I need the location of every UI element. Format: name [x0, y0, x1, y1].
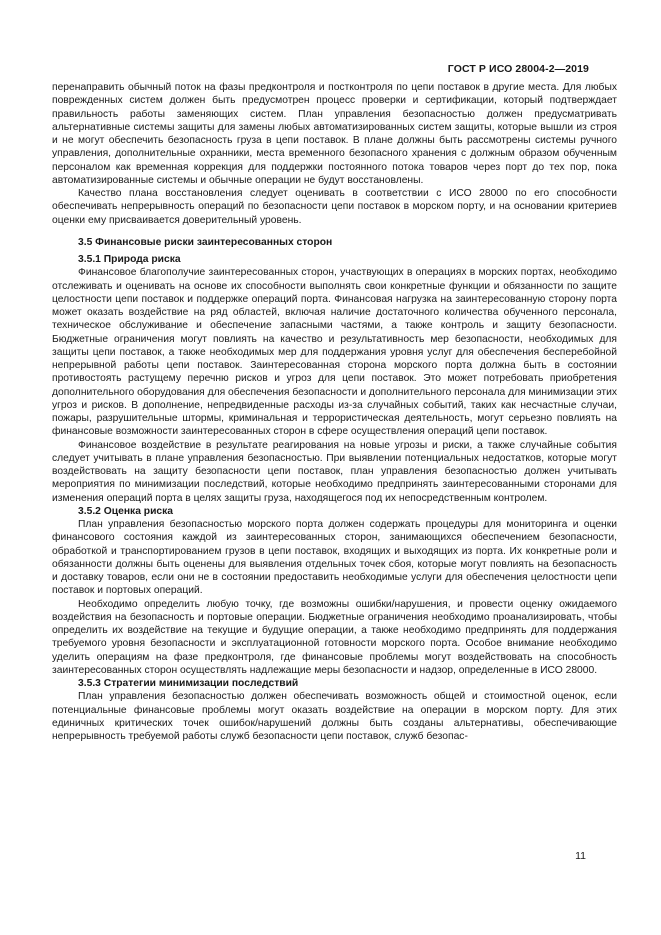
- paragraph-continuation: перенаправить обычный поток на фазы предконтроля и постконтроля по цепи поставок в другие места. Для любых поврежденных систем должен быть предусмотрен процесс проверки и сертификации, который подтверждает правильность работы заменяющих систем. План управления безопасностью должен предусматривать альтернативные системы защиты для замены любых автоматизированных систем защиты, которые вышли из строя и не могут обеспечить безопасность груза в цепи поставок. В плане должны быть рассмотрены системы ручного управления, дополнительные охранники, места временного безопасного хранения с должным образом обученным персоналом как временная коррекция для поддержки постоянного потока товаров через порт до тех пор, пока автоматизированные системы и обычные операции не будут восстановлены.: [52, 82, 617, 186]
- section-heading-3-5: 3.5 Финансовые риски заинтересованных сторон: [78, 236, 333, 248]
- paragraph: План управления безопасностью должен обеспечивать возможность общей и стоимостной оценок, если потенциальные финансовые проблемы могут оказать воздействие на операции в морском порту. Для этих единичных критических точек ошибок/нарушений должны быть созданы альтернативы, обеспечивающие непрерывность требуемой работы служб безопасности цепи поставок, служб безопас-: [52, 691, 617, 742]
- section-spacer: [52, 227, 617, 236]
- paragraph: Качество плана восстановления следует оценивать в соответствии с ИСО 28000 по его способности обеспечивать непрерывность операций по безопасности цепи поставок в морском порту, и на основании критериев оценки ему присваивается доверительный уровень.: [52, 188, 617, 226]
- document-body: [52, 81, 617, 743]
- document-code-header: ГОСТ Р ИСО 28004-2—2019: [447, 63, 589, 75]
- paragraph: Необходимо определить любую точку, где возможны ошибки/нарушения, и провести оценку ожидаемого воздействия на безопасность и портовые операции. Бюджетные ограничения необходимо проанализировать, чтобы определить их воздействие на текущие и будущие операции, а также необходимо предпринять для поддержания требуемого уровня безопасности и эксплуатационной готовности морского порта. Особое внимание необходимо уделить операциям на фазе предконтроля, где финансовые проблемы могут воздействовать на способность заинтересованных сторон осуществлять надлежащие меры безопасности и надзор, определенные в ИСО 28000.: [52, 598, 617, 676]
- subsection-heading-3-5-3: 3.5.3 Стратегии минимизации последствий: [78, 678, 299, 689]
- paragraph: Финансовое благополучие заинтересованных сторон, участвующих в операциях в морских портах, необходимо отслеживать и оценивать на основе их способности выполнять свои конкретные функции и обязанности по защите целостности цепи поставок и поддержке операций порта. Финансовая нагрузка на заинтересованную сторону порта может оказать воздействие на ряд областей, включая наличие достаточного количества обученного персонала, техническое обслуживание и обеспечение запасными частями, а также контроль и защиту безопасности. Бюджетные ограничения могут повлиять на качество и результативность мер безопасности, необходимых для защиты цепи поставок, а также необходимых мер для поддержания уровня услуг для обеспечения бесперебойной непрерывной работы цепи поставок. Заинтересованная сторона морского порта должна быть в состоянии противостоять растущему перечню рисков и угроз для цепи поставок. Это может потребовать приобретения дополнительного оборудования для обеспечения безопасности и дополнительного персонала для минимизации этих угроз и рисков. В дополнение, непредвиденные расходы из-за случайных событий, таких как несчастные случаи, пожары, разрушительные штормы, криминальная и террористическая деятельность, могут серьезно повлиять на финансовые возможности заинтересованных сторон в сфере осуществления операций цепи поставок.: [52, 267, 618, 438]
- subsection-heading-3-5-2: 3.5.2 Оценка риска: [78, 505, 174, 517]
- paragraph: План управления безопасностью морского порта должен содержать процедуры для мониторинга и оценки финансового состояния каждой из заинтересованных сторон, занимающихся обеспечением безопасности, обработкой и транспортированием грузов в цепи поставок, входящих и выходящих из порта. Их конкретные роли и обязанности должны быть оценены для выявления отдельных точек сбоя, которые могут повлиять на безопасность и доставку товаров, если они не в состоянии предоставить необходимые услуги для обеспечения целостности цепи поставок и портовых операций.: [52, 519, 617, 597]
- page-number: 11: [575, 850, 586, 862]
- paragraph: Финансовое воздействие в результате реагирования на новые угрозы и риски, а также случайные события следует учитывать в плане управления безопасностью. При выявлении потенциальных недостатков, которые могут воздействовать на защиту безопасности цепи поставок, план управления безопасностью должен учитывать мероприятия по минимизации последствий, которые необходимо предпринять заинтересованными сторонами для изменения операций порта в целях защиты груза, находящегося под их непосредственным контролем.: [52, 439, 617, 504]
- subsection-heading-3-5-1: 3.5.1 Природа риска: [78, 254, 181, 265]
